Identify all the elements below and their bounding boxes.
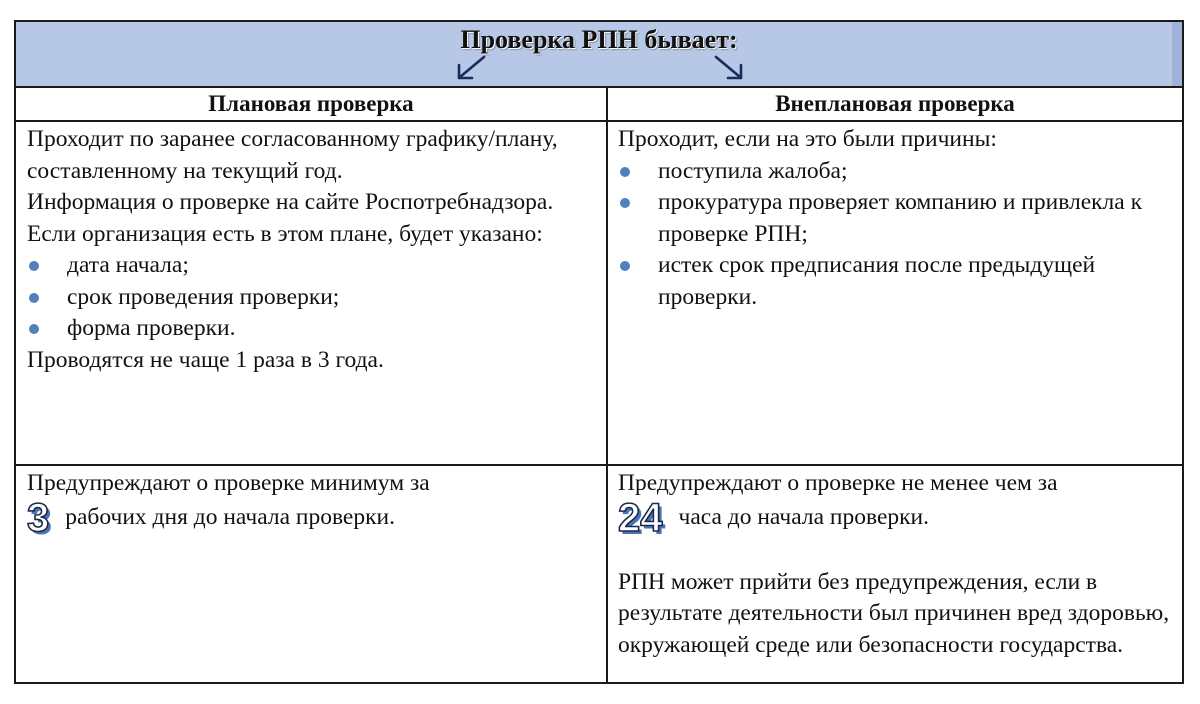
bullet-icon (620, 198, 630, 208)
list-item (27, 313, 599, 345)
planned-intro-plan: Если организация есть в этом плане, будет указано: (27, 220, 543, 247)
planned-description-cell (27, 124, 599, 376)
planned-heading: Плановая проверка (208, 91, 414, 116)
list-item-text: форма проверки. (67, 315, 236, 341)
unplanned-notice-suffix: часа до начала проверки. (678, 503, 929, 530)
header-row-divider (16, 120, 1182, 122)
unplanned-notice-cell (618, 468, 1174, 661)
list-item-text: дата начала; (67, 252, 189, 278)
bullet-icon (29, 261, 39, 271)
column-divider (606, 88, 608, 682)
unplanned-heading: Внеплановая проверка (775, 91, 1015, 116)
unplanned-notice-line (618, 495, 1174, 540)
comparison-table (14, 20, 1184, 684)
list-item (618, 250, 1174, 313)
planned-notice-prefix: Предупреждают о проверке минимум за (27, 470, 430, 496)
unplanned-intro: Проходит, если на это были причины: (618, 126, 997, 152)
bullet-icon (620, 167, 630, 177)
list-item-text: прокуратура проверяет компанию и привлекла к проверке РПН; (658, 189, 1142, 247)
bullet-icon (620, 261, 630, 271)
list-item-text: поступила жалоба; (658, 157, 848, 184)
list-item (618, 187, 1174, 250)
arrow-down-right-icon (712, 54, 746, 82)
table-title: Проверка РПН бывает: (460, 25, 738, 54)
list-item (27, 282, 599, 314)
planned-notice-line (27, 495, 599, 540)
list-item (27, 250, 599, 282)
planned-notice-cell (27, 468, 599, 540)
title-band (16, 22, 1182, 88)
arrow-down-left-icon (454, 54, 488, 82)
row-divider (16, 464, 1182, 466)
unplanned-bullet-list (618, 156, 1174, 314)
planned-bullet-list (27, 250, 599, 345)
bullet-icon (29, 293, 39, 303)
list-item-text: истек срок предписания после предыдущей проверки. (658, 252, 1096, 310)
unplanned-exception: РПН может прийти без предупреждения, если в результате деятельности был причинен вред здоровью, окружающей среде или безопасности государства. (618, 568, 1170, 658)
planned-intro-schedule: Проходит по заранее согласованному графику/плану, составленному на текущий год. (27, 126, 558, 184)
planned-notice-suffix: рабочих дня до начала проверки. (65, 503, 395, 530)
planned-frequency: Проводятся не чаще 1 раза в 3 года. (27, 346, 384, 373)
paragraph-spacer (618, 536, 1174, 567)
planned-intro-site: Информация о проверке на сайте Роспотребнадзора. (27, 189, 554, 215)
unplanned-description-cell (618, 124, 1174, 313)
list-item (618, 156, 1174, 188)
planned-notice-number: 3 (27, 495, 50, 540)
unplanned-notice-prefix: Предупреждают о проверке не менее чем за (618, 470, 1058, 496)
bullet-icon (29, 324, 39, 334)
list-item-text: срок проведения проверки; (67, 283, 340, 310)
unplanned-notice-number: 24 (618, 495, 663, 540)
